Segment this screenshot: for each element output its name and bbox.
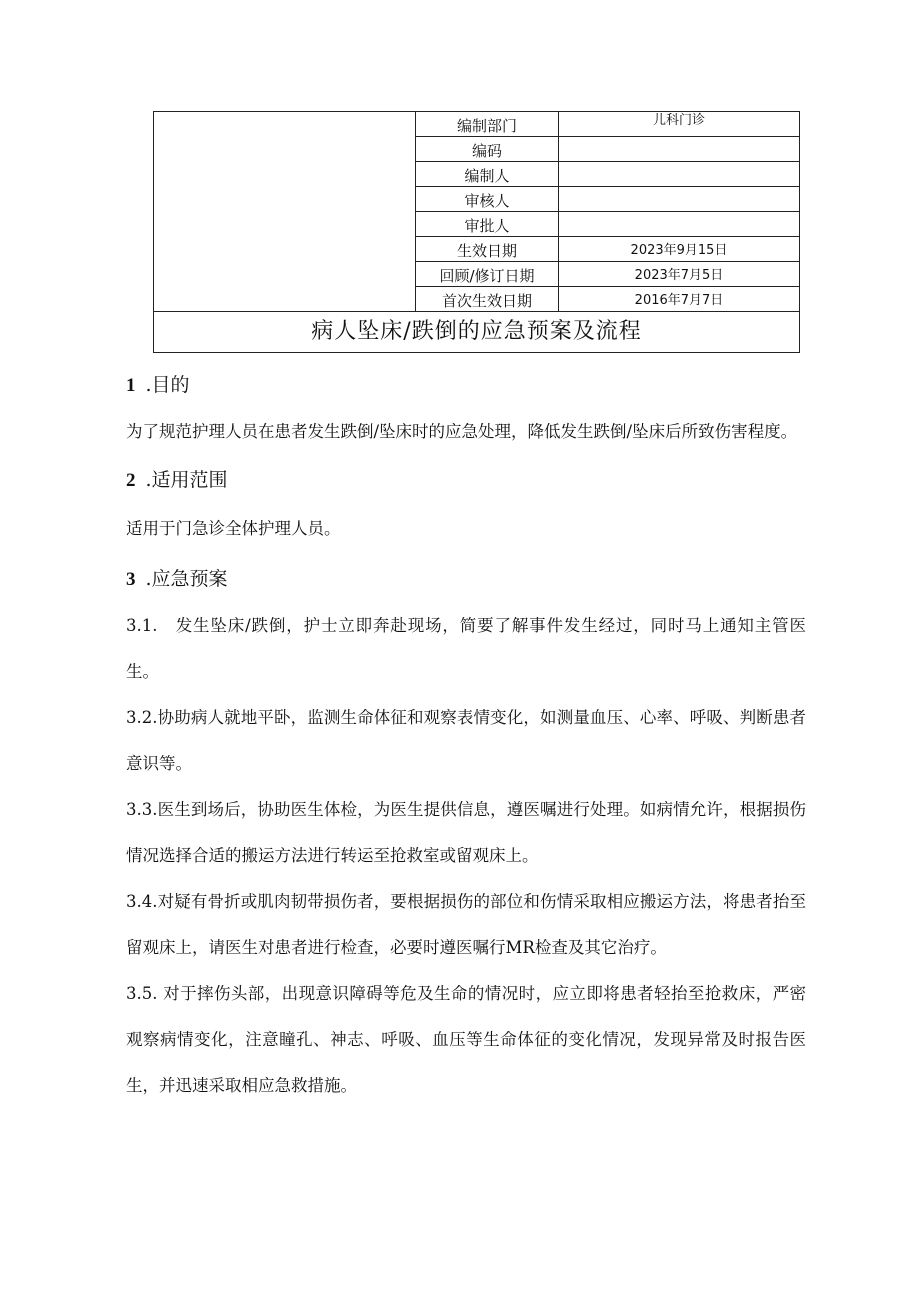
header-label-author: 编制人 bbox=[416, 162, 559, 187]
header-value-approver bbox=[559, 212, 800, 237]
logo-area bbox=[154, 112, 416, 312]
paragraph-scope: 适用于门急诊全体护理人员。 bbox=[126, 519, 341, 538]
section-heading-purpose bbox=[126, 370, 806, 401]
document-body bbox=[126, 370, 806, 1109]
header-value-first-effective-date: 2016年7月7日 bbox=[559, 287, 800, 312]
section-title: .目的 bbox=[145, 374, 190, 396]
header-label-revision-date: 回顾/修订日期 bbox=[416, 262, 559, 287]
document-header-table bbox=[153, 111, 800, 353]
section-number: 2 bbox=[126, 470, 136, 491]
header-value-effective-date: 2023年9月15日 bbox=[559, 237, 800, 262]
header-value-code bbox=[559, 137, 800, 162]
paragraph-step-3-5: 3.5. 对于摔伤头部，出现意识障碍等危及生命的情况时，应立即将患者轻抬至抢救床，严密观察病情变化，注意瞳孔、神志、呼吸、血压等生命体征的变化情况，发现异常及时报告医生，并迅速采取相应急救措施。 bbox=[126, 984, 806, 1095]
section-title: .应急预案 bbox=[145, 568, 228, 590]
paragraph-step-3-4: 3.4.对疑有骨折或肌肉韧带损伤者，要根据损伤的部位和伤情采取相应搬运方法，将患者抬至留观床上，请医生对患者进行检查，必要时遵医嘱行MR检查及其它治疗。 bbox=[126, 892, 806, 957]
header-value-reviewer bbox=[559, 187, 800, 212]
header-value-author bbox=[559, 162, 800, 187]
header-label-code: 编码 bbox=[416, 137, 559, 162]
header-label-reviewer: 审核人 bbox=[416, 187, 559, 212]
section-number: 1 bbox=[126, 375, 136, 396]
header-value-department: 儿科门诊 bbox=[559, 112, 800, 137]
paragraph-purpose: 为了规范护理人员在患者发生跌倒/坠床时的应急处理，降低发生跌倒/坠床后所致伤害程度。 bbox=[126, 422, 798, 441]
section-title: .适用范围 bbox=[145, 469, 228, 491]
header-label-department: 编制部门 bbox=[416, 112, 559, 137]
header-value-revision-date: 2023年7月5日 bbox=[559, 262, 800, 287]
paragraph-step-3-2: 3.2.协助病人就地平卧，监测生命体征和观察表情变化，如测量血压、心率、呼吸、判断患者意识等。 bbox=[126, 708, 806, 773]
section-heading-emergency-plan bbox=[126, 564, 806, 595]
section-heading-scope bbox=[126, 465, 806, 496]
paragraph-step-3-3: 3.3.医生到场后，协助医生体检，为医生提供信息，遵医嘱进行处理。如病情允许，根据损伤情况选择合适的搬运方法进行转运至抢救室或留观床上。 bbox=[126, 800, 806, 865]
document-title: 病人坠床/跌倒的应急预案及流程 bbox=[154, 312, 800, 353]
section-number: 3 bbox=[126, 569, 136, 590]
header-label-approver: 审批人 bbox=[416, 212, 559, 237]
paragraph-step-3-1: 3.1. 发生坠床/跌倒，护士立即奔赴现场，简要了解事件发生经过，同时马上通知主管医生。 bbox=[126, 616, 806, 681]
header-label-effective-date: 生效日期 bbox=[416, 237, 559, 262]
header-label-first-effective-date: 首次生效日期 bbox=[416, 287, 559, 312]
